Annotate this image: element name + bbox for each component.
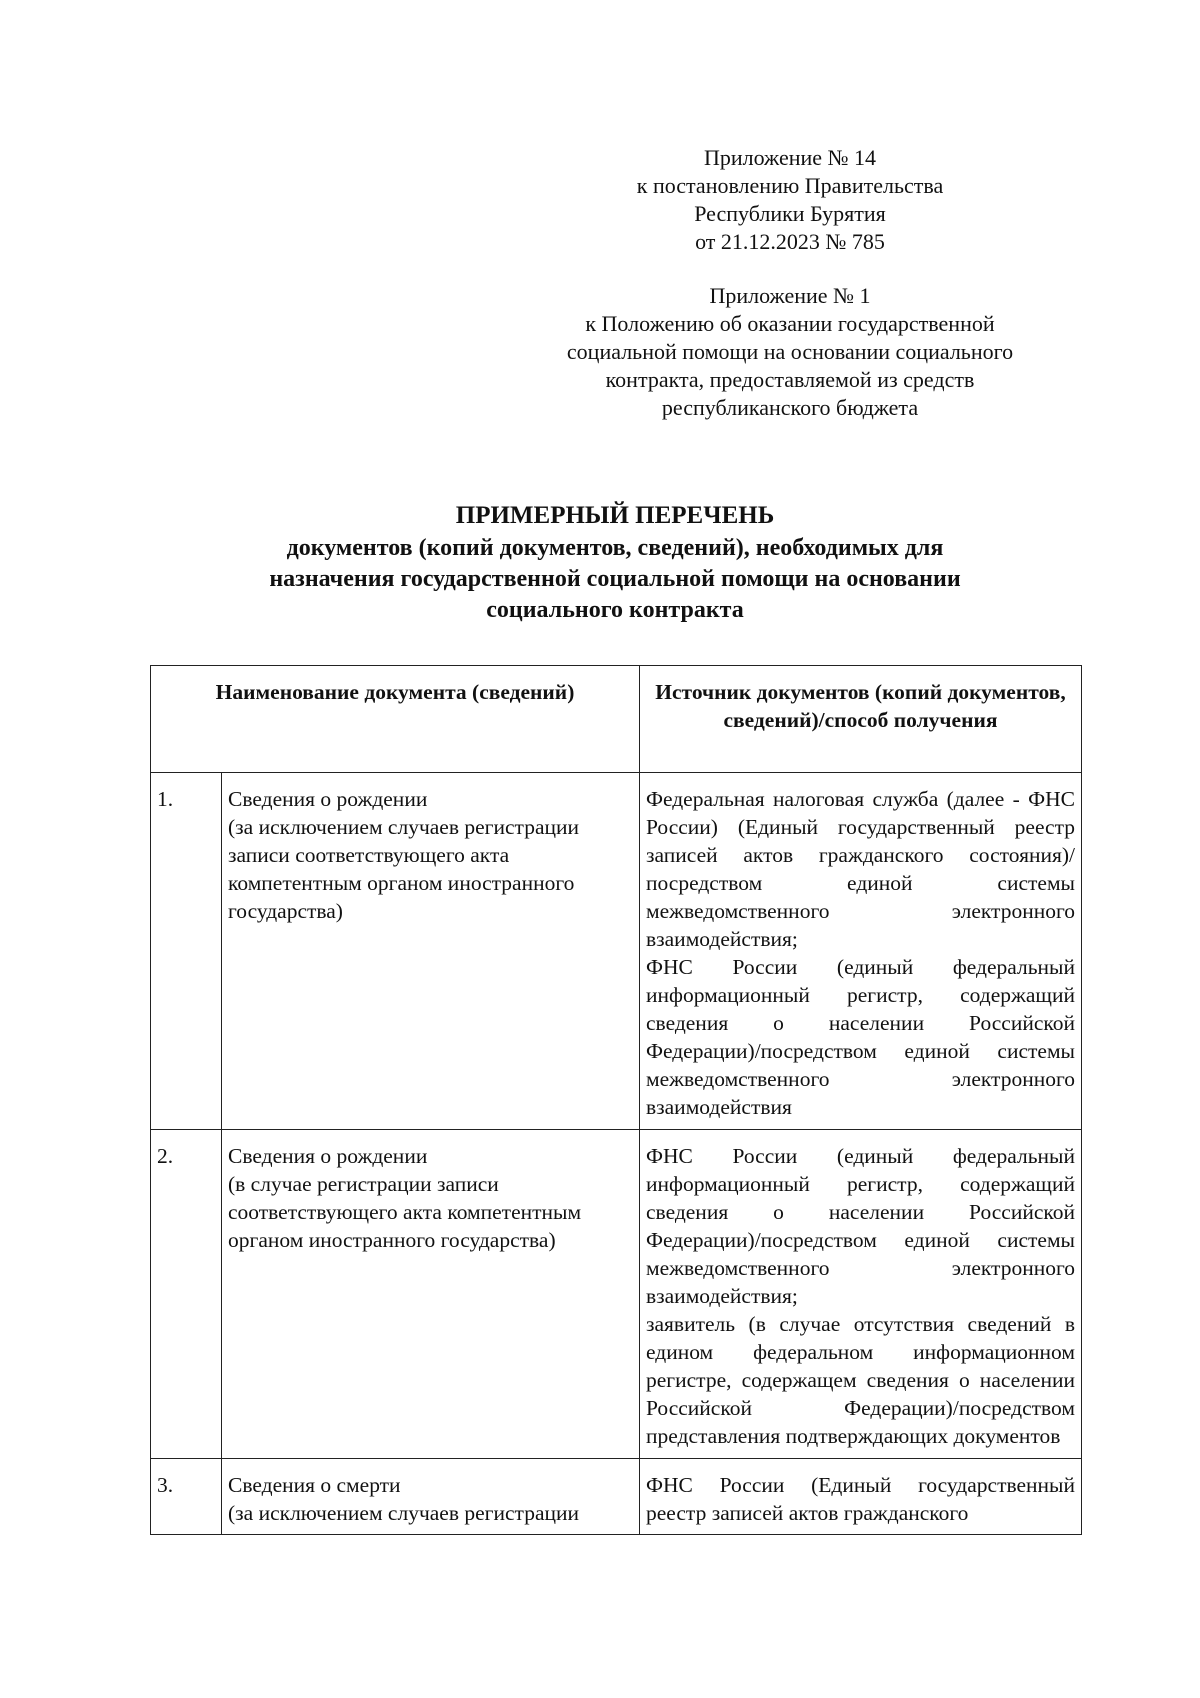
appendix-line: Республики Бурятия: [694, 201, 886, 226]
appendix-line: социальной помощи на основании социального: [566, 339, 1014, 364]
name-line: Сведения о рождении: [228, 1144, 428, 1168]
name-line: (за исключением случаев регистрации: [228, 815, 580, 839]
source-paragraph: заявитель (в случае отсутствия сведений в едином федеральном информационном регистре, содержащем сведения о населении Российской Федерации)/посредством представления подтверждающих документов: [646, 1312, 1075, 1448]
header-document-source: Источник документов (копий документов, сведений)/способ получения: [640, 666, 1082, 773]
table-row: [151, 773, 1082, 1130]
name-line: (за исключением случаев регистрации: [228, 1501, 580, 1525]
row-document-name: [222, 1459, 640, 1535]
document-title: [150, 500, 1080, 626]
row-document-source: [640, 773, 1082, 1130]
name-line: компетентным органом иностранного: [228, 871, 575, 895]
appendix-line: контракта, предоставляемой из средств: [605, 367, 975, 392]
name-line: государства): [228, 899, 343, 923]
row-number: 2.: [151, 1130, 222, 1459]
table-row: [151, 1130, 1082, 1459]
appendix-line: Приложение № 1: [709, 283, 871, 308]
appendix-line: республиканского бюджета: [661, 395, 919, 420]
name-line: Сведения о рождении: [228, 787, 428, 811]
title-main: ПРИМЕРНЫЙ ПЕРЕЧЕНЬ: [455, 502, 775, 529]
name-line: записи соответствующего акта: [228, 843, 510, 867]
appendix-header-sub: [540, 282, 1040, 422]
appendix-line: от 21.12.2023 № 785: [695, 229, 885, 254]
source-paragraph: Федеральная налоговая служба (далее - ФНС России) (Единый государственный реестр записей актов гражданского состояния)/посредством единой системы межведомственного электронного взаимодействия;: [646, 787, 1075, 951]
appendix-line: к постановлению Правительства: [636, 173, 944, 198]
title-line: назначения государственной социальной помощи на основании: [269, 566, 961, 592]
row-number: 1.: [151, 773, 222, 1130]
source-paragraph: ФНС России (Единый государственный реестр записей актов гражданского: [646, 1473, 1075, 1525]
appendix-line: Приложение № 14: [703, 145, 877, 170]
source-paragraph: ФНС России (единый федеральный информационный регистр, содержащий сведения о населении Российской Федерации)/посредством единой системы межведомственного электронного взаимодействия: [646, 955, 1075, 1119]
row-number: 3.: [151, 1459, 222, 1535]
name-line: Сведения о смерти: [228, 1473, 401, 1497]
name-line: соответствующего акта компетентным: [228, 1200, 582, 1224]
title-line: социального контракта: [486, 597, 744, 623]
row-document-name: [222, 773, 640, 1130]
row-document-source: [640, 1130, 1082, 1459]
documents-table: [150, 665, 1082, 1535]
row-document-name: [222, 1130, 640, 1459]
table-row: [151, 1459, 1082, 1535]
name-line: органом иностранного государства): [228, 1228, 556, 1252]
appendix-line: к Положению об оказании государственной: [585, 311, 995, 336]
name-line: (в случае регистрации записи: [228, 1172, 499, 1196]
row-document-source: [640, 1459, 1082, 1535]
source-paragraph: ФНС России (единый федеральный информационный регистр, содержащий сведения о населении Российской Федерации)/посредством единой системы межведомственного электронного взаимодействия;: [646, 1144, 1075, 1308]
appendix-header-main: [540, 144, 1040, 256]
table-header-row: [151, 666, 1082, 773]
header-document-name: Наименование документа (сведений): [151, 666, 640, 773]
title-line: документов (копий документов, сведений), необходимых для: [286, 535, 944, 561]
